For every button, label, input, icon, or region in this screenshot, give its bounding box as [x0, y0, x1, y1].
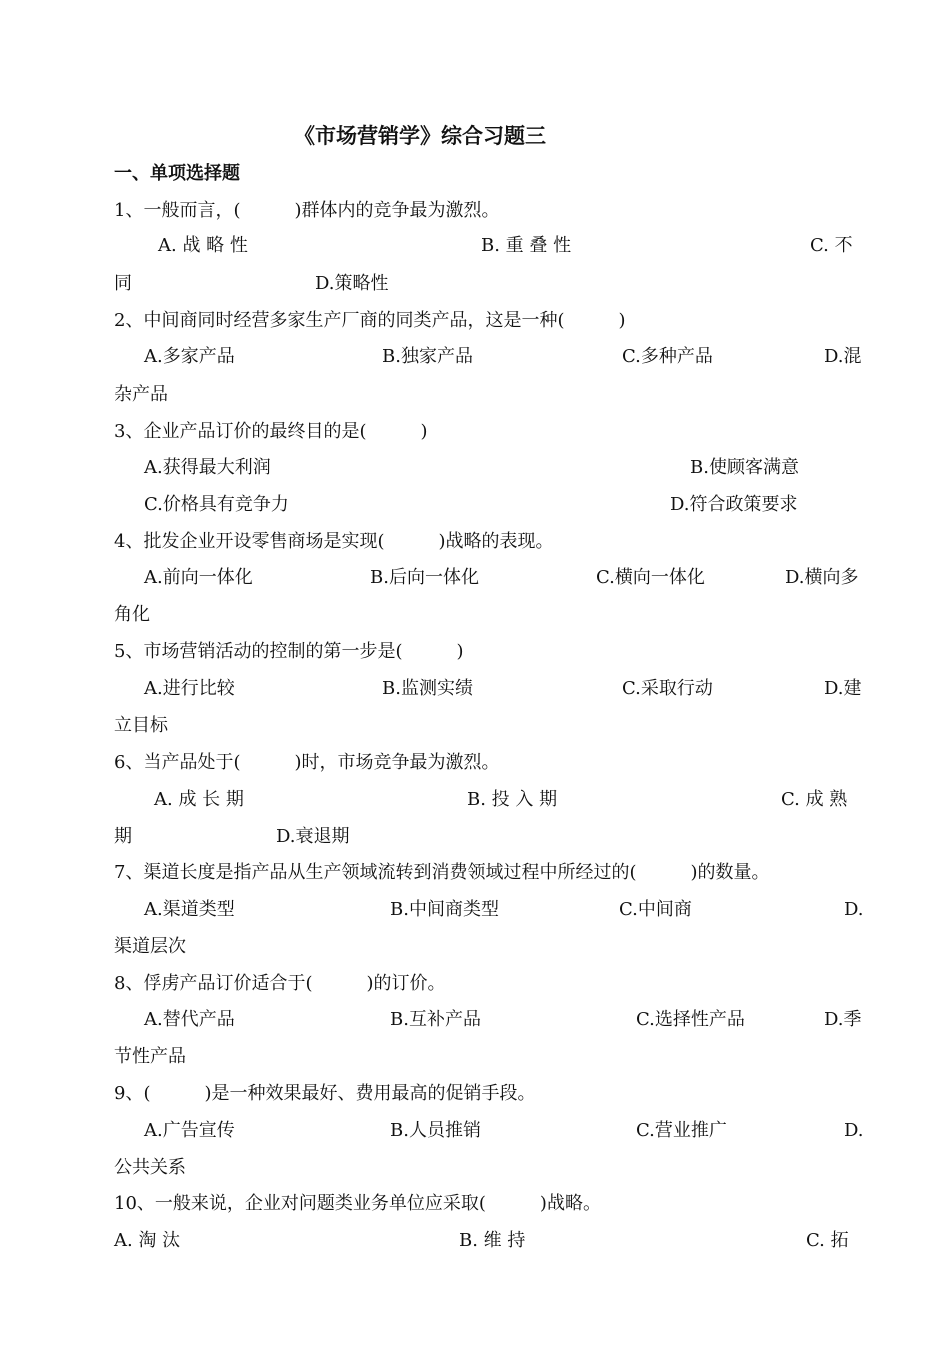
question-10-option-b: B. 维 持: [459, 1230, 526, 1251]
question-1-option-c-continued: 同: [114, 273, 132, 294]
question-6-option-c: C. 成 熟: [781, 789, 848, 810]
question-4-option-a: A.前向一体化: [144, 567, 253, 588]
question-7-option-b: B.中间商类型: [390, 899, 499, 920]
question-3-option-b: B.使顾客满意: [690, 457, 799, 478]
question-5-option-d-continued: 立目标: [114, 715, 168, 736]
question-5-option-a: A.进行比较: [144, 678, 235, 699]
question-7-option-a: A.渠道类型: [144, 899, 235, 920]
question-4-option-d-continued: 角化: [114, 604, 150, 625]
question-7-stem: 7、渠道长度是指产品从生产领域流转到消费领域过程中所经过的( )的数量。: [114, 862, 770, 883]
question-3-option-d: D.符合政策要求: [670, 494, 798, 515]
question-7-option-d: D.: [844, 899, 864, 920]
question-6-option-d: D.衰退期: [276, 826, 350, 847]
question-1-option-c: C. 不: [810, 235, 853, 256]
question-10-stem: 10、一般来说，企业对问题类业务单位应采取( )战略。: [114, 1193, 601, 1214]
question-7-option-d-continued: 渠道层次: [114, 936, 186, 957]
question-4-option-b: B.后向一体化: [370, 567, 479, 588]
question-1-option-d: D.策略性: [315, 273, 389, 294]
question-8-option-d: D.季: [824, 1009, 862, 1030]
question-2-option-d: D.混: [824, 346, 862, 367]
question-3-stem: 3、企业产品订价的最终目的是( ): [114, 421, 428, 442]
question-6-stem: 6、当产品处于( )时，市场竞争最为激烈。: [114, 752, 500, 773]
question-10-option-a: A. 淘 汰: [114, 1230, 181, 1251]
question-3-option-a: A.获得最大利润: [144, 457, 271, 478]
question-8-stem: 8、俘虏产品订价适合于( )的订价。: [114, 973, 446, 994]
section-heading: 一、单项选择题: [114, 163, 240, 184]
question-8-option-d-continued: 节性产品: [114, 1046, 186, 1067]
question-4-option-c: C.横向一体化: [596, 567, 705, 588]
question-2-stem: 2、中间商同时经营多家生产厂商的同类产品，这是一种( ): [114, 310, 626, 331]
question-6-option-c-continued: 期: [114, 826, 132, 847]
question-3-option-c: C.价格具有竞争力: [144, 494, 289, 515]
question-1-option-b: B. 重 叠 性: [481, 235, 572, 256]
question-6-option-b: B. 投 入 期: [467, 789, 558, 810]
question-5-option-c: C.采取行动: [622, 678, 713, 699]
document-title: 《市场营销学》综合习题三: [294, 123, 546, 148]
question-2-option-c: C.多种产品: [622, 346, 713, 367]
question-9-option-a: A.广告宣传: [144, 1120, 235, 1141]
question-8-option-b: B.互补产品: [390, 1009, 481, 1030]
question-5-option-b: B.监测实绩: [382, 678, 473, 699]
question-5-option-d: D.建: [824, 678, 862, 699]
question-8-option-a: A.替代产品: [144, 1009, 235, 1030]
question-9-option-d: D.: [844, 1120, 864, 1141]
question-9-option-b: B.人员推销: [390, 1120, 481, 1141]
question-1-option-a: A. 战 略 性: [158, 235, 248, 256]
question-9-option-d-continued: 公共关系: [114, 1157, 186, 1178]
question-8-option-c: C.选择性产品: [636, 1009, 745, 1030]
question-2-option-a: A.多家产品: [144, 346, 235, 367]
question-2-option-d-continued: 杂产品: [114, 384, 168, 405]
question-4-option-d: D.横向多: [785, 567, 859, 588]
question-9-option-c: C.营业推广: [636, 1120, 727, 1141]
question-2-option-b: B.独家产品: [382, 346, 473, 367]
question-6-option-a: A. 成 长 期: [154, 789, 244, 810]
question-9-stem: 9、( )是一种效果最好、费用最高的促销手段。: [114, 1083, 536, 1104]
question-5-stem: 5、市场营销活动的控制的第一步是( ): [114, 641, 464, 662]
question-4-stem: 4、批发企业开设零售商场是实现( )战略的表现。: [114, 531, 554, 552]
question-1-stem: 1、一般而言，( )群体内的竞争最为激烈。: [114, 200, 500, 221]
question-10-option-c: C. 拓: [806, 1230, 849, 1251]
question-7-option-c: C.中间商: [619, 899, 692, 920]
